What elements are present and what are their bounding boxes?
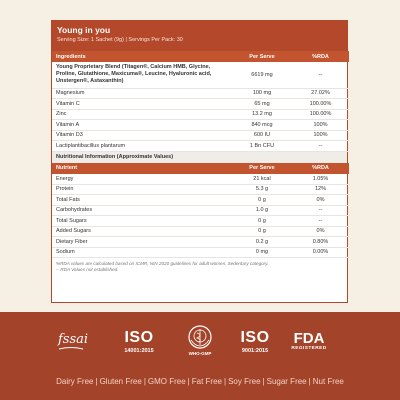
ingredients-col-header: Ingredients <box>52 51 232 62</box>
per-serve-col-header: Per Serve <box>232 51 292 62</box>
nutrient-name: Energy <box>52 174 232 185</box>
iso-14001-number: 14001:2015 <box>124 348 154 354</box>
ingredient-amount: 13.2 mg <box>232 109 292 120</box>
iso-9001-number: 9001:2015 <box>241 348 269 354</box>
ingredient-amount: 100 mg <box>232 88 292 99</box>
nutrient-amount: 0 mg <box>232 247 292 258</box>
nutrient-amount: 0 g <box>232 195 292 206</box>
free-from-claims: Dairy Free | Gluten Free | GMO Free | Fat Free | Soy Free | Sugar Free | Nut Free <box>56 377 344 386</box>
nutrient-rda: 1.05% <box>292 174 349 185</box>
nutrient-amount: 0.2 g <box>232 237 292 248</box>
table-row <box>52 237 349 248</box>
ingredients-table <box>52 51 349 152</box>
nutrient-name: Total Fats <box>52 195 232 206</box>
footnotes <box>52 258 347 273</box>
nutrient-amount: 0 g <box>232 226 292 237</box>
table-row <box>52 247 349 258</box>
table-row <box>52 205 349 216</box>
nutrition-header-row <box>52 163 349 174</box>
ingredient-rda: -- <box>292 141 349 152</box>
fda-registered-label: REGISTERED <box>291 346 327 351</box>
product-title: Young in you <box>57 25 111 35</box>
claim-gluten-free: Gluten Free <box>99 377 142 386</box>
ingredient-name: Vitamin A <box>52 120 232 131</box>
fssai-underline-icon <box>58 347 84 351</box>
nutrient-name: Dietary Fiber <box>52 237 232 248</box>
nutrient-rda: -- <box>292 216 349 227</box>
table-row <box>52 62 349 88</box>
fda-registered-logo <box>287 332 331 351</box>
ingredient-amount: 840 mcg <box>232 120 292 131</box>
who-emblem-icon <box>187 324 213 350</box>
rda-col-header: %RDA <box>292 51 349 62</box>
ingredient-amount: 1 Bn CFU <box>232 141 292 152</box>
nutrient-rda: -- <box>292 205 349 216</box>
ingredient-rda: -- <box>292 62 349 88</box>
ingredient-name: Zinc <box>52 109 232 120</box>
table-row <box>52 174 349 185</box>
ingredient-name: Vitamin C <box>52 99 232 110</box>
nutrient-name: Carbohydrates <box>52 205 232 216</box>
certification-footer <box>0 312 400 400</box>
claim-soy-free: Soy Free <box>228 377 261 386</box>
nutrient-amount: 5.3 g <box>232 184 292 195</box>
claim-nut-free: Nut Free <box>312 377 344 386</box>
claim-dairy-free: Dairy Free <box>56 377 94 386</box>
nutrient-rda: 0.80% <box>292 237 349 248</box>
nutrient-name: Total Sugars <box>52 216 232 227</box>
who-gmp-logo <box>180 324 220 356</box>
claim-gmo-free: GMO Free <box>147 377 186 386</box>
iso-14001-mark: ISO <box>124 329 154 346</box>
ingredient-amount: 65 mg <box>232 99 292 110</box>
ingredient-name: Vitamin D3 <box>52 130 232 141</box>
nutrition-table <box>52 163 349 259</box>
table-row <box>52 109 349 120</box>
nutrition-facts-panel <box>51 20 348 303</box>
nutrient-amount: 21 kcal <box>232 174 292 185</box>
table-row <box>52 195 349 206</box>
ingredient-amount: 6619 mg <box>232 62 292 88</box>
ingredient-rda: 100.00% <box>292 99 349 110</box>
rda-na-footnote: -- RDA Values not established. <box>56 267 119 272</box>
nutrient-rda: 0% <box>292 195 349 206</box>
rda-col-header: %RDA <box>292 163 349 174</box>
ingredients-header-row <box>52 51 349 62</box>
ingredient-name: Magnesium <box>52 88 232 99</box>
nutrient-col-header: Nutrient <box>52 163 232 174</box>
serving-info: Serving Size: 1 Sachet (9g) | Servings Per Pack: 30 <box>57 37 183 43</box>
table-row <box>52 99 349 110</box>
panel-header <box>52 21 347 51</box>
nutrient-name: Sodium <box>52 247 232 258</box>
certification-logos <box>0 312 400 364</box>
fssai-mark: fssai <box>58 332 89 347</box>
iso-9001-mark: ISO <box>240 329 270 346</box>
iso-9001-logo <box>234 330 276 354</box>
nutrient-rda: 0% <box>292 226 349 237</box>
ingredient-rda: 100.00% <box>292 109 349 120</box>
claim-sugar-free: Sugar Free <box>266 377 307 386</box>
rda-footnote: %RDA values are calculated based on ICMR, NIN 2020 guidelines for adult women. Sedentary category. <box>56 261 269 266</box>
ingredient-rda: 27.02% <box>292 88 349 99</box>
ingredient-rda: 100% <box>292 120 349 131</box>
table-row <box>52 141 349 152</box>
ingredient-rda: 100% <box>292 130 349 141</box>
nutrient-rda: 0.00% <box>292 247 349 258</box>
fssai-logo <box>58 332 88 351</box>
ingredient-amount: 600 IU <box>232 130 292 141</box>
nutrient-name: Protein <box>52 184 232 195</box>
table-row <box>52 216 349 227</box>
nutrition-section-title: Nutritional Information (Approximate Values) <box>52 152 347 163</box>
nutrient-amount: 1.0 g <box>232 205 292 216</box>
per-serve-col-header: Per Serve <box>232 163 292 174</box>
who-gmp-label: WHO-GMP <box>188 351 212 356</box>
table-row <box>52 226 349 237</box>
ingredient-name: Lactiplantibacillus plantarum <box>52 141 232 152</box>
table-row <box>52 88 349 99</box>
iso-14001-logo <box>118 330 160 354</box>
nutrient-amount: 0 g <box>232 216 292 227</box>
claim-fat-free: Fat Free <box>191 377 222 386</box>
ingredient-name: Young Proprietary Blend (Titagen®, Calcium HMB, Glycine, Proline, Glutathione, Maxicuma®, Leucine, Hyaluronic acid, Unstergen®, Astaxanthin) <box>52 62 232 88</box>
nutrient-rda: 12% <box>292 184 349 195</box>
table-row <box>52 130 349 141</box>
fda-mark: FDA <box>293 330 325 347</box>
nutrient-name: Added Sugars <box>52 226 232 237</box>
table-row <box>52 120 349 131</box>
table-row <box>52 184 349 195</box>
